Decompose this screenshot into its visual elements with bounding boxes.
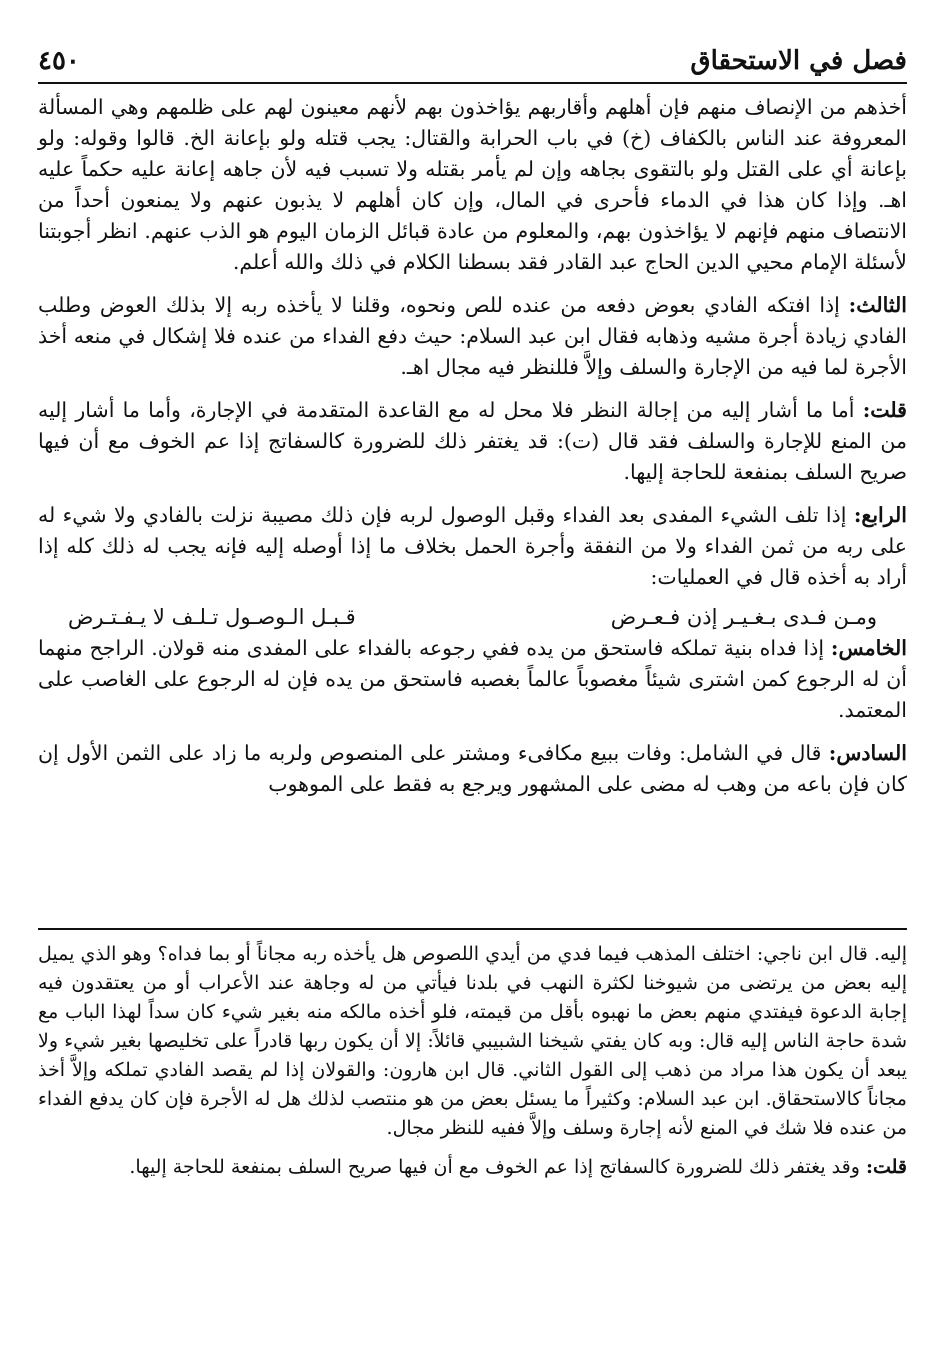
paragraph-fourth-text: إذا تلف الشيء المفدى بعد الفداء وقبل الوصول لربه فإن ذلك مصيبة نزلت بالفادي ولا شيء له على ربه من ثمن الفداء ولا من النفقة وأجرة الحمل بخلاف ما إذا أوصله إليه فإنه يجب له ذلك كله إذا أراد به أخذه قال في العمليات:	[38, 503, 907, 589]
paragraph-sixth-heading: السادس:	[828, 741, 907, 765]
running-title: فصل في الاستحقاق	[690, 46, 907, 76]
paragraph-sixth-text: قال في الشامل: وفات ببيع مكافىء ومشتر على المنصوص ولربه ما زاد على الثمن الأول إن كان فإن باعه من وهب له مضى على المشهور ويرجع به فقط على الموهوب	[38, 741, 907, 796]
footnote-divider	[38, 928, 907, 930]
paragraph-qultu	[38, 395, 907, 488]
paragraph-fourth	[38, 500, 907, 593]
paragraph-qultu-text: أما ما أشار إليه من إجالة النظر فلا محل له مع القاعدة المتقدمة في الإجارة، وأما ما أشار إليه من المنع للإجارة والسلف فقد قال (ت): قد يغتفر ذلك للضرورة كالسفاتج إذا عم الخوف مع أن فيها صريح السلف بمنفعة للحاجة إليها.	[38, 398, 907, 484]
verse-second-hemistich: قـبـل الـوصـول تـلـف لا يـفـتـرض	[68, 605, 356, 629]
footnote-2-text: وقد يغتفر ذلك للضرورة كالسفاتج إذا عم الخوف مع أن فيها صريح السلف بمنفعة للحاجة إليها.	[129, 1156, 860, 1178]
paragraph-fourth-heading: الرابع:	[853, 503, 907, 527]
paragraph-third-text: إذا افتكه الفادي بعوض دفعه من عنده للص ونحوه، وقلنا لا يأخذه ربه إلا بذلك العوض وطلب الفادي زيادة أجرة مشيه وذهابه فقال ابن عبد السلام: حيث دفع الفداء من عنده فلا إشكال في منعه أخذ الأجرة لما فيه من الإجارة والسلف وإلاَّ فللنظر فيه مجال اهـ.	[38, 293, 907, 379]
paragraph-third-heading: الثالث:	[848, 293, 907, 317]
paragraph-qultu-heading: قلت:	[862, 398, 907, 422]
paragraph-fifth	[38, 633, 907, 726]
verse-first-hemistich: ومـن فـدى بـغـيـر إذن فـعـرض	[610, 605, 877, 629]
paragraph-sixth	[38, 738, 907, 800]
poem-verse	[68, 605, 877, 629]
footnotes	[38, 940, 907, 1192]
page-number: ٤٥٠	[38, 46, 80, 76]
paragraph-fifth-text: إذا فداه بنية تملكه فاستحق من يده ففي رجوعه بالفداء على المفدى منه قولان. الراجح منهما أن له الرجوع كمن اشترى شيئاً مغصوباً عالماً بغصبه فاستحق من يده فإن له الرجوع على الغاصب على المعتمد.	[38, 636, 907, 722]
paragraph-1: أخذهم من الإنصاف منهم فإن أهلهم وأقاربهم يؤاخذون بهم لأنهم معينون لهم على ظلمهم وهي المسألة المعروفة عند الناس بالكفاف (خ) في باب الحرابة والقتال: يجب قتله ولو بإعانة الخ. قالوا وقوله: ولو بإعانة أي على القتل ولو بالتقوى بجاهه وإن لم يأمر بقتله ولا تسبب فيه لأن جاهه إعانة عليه حكماً عليه اهـ. وإذا كان هذا في الدماء فأحرى في المال، وإن كان أهلهم لا يذبون عنهم ولا يمنعون أحداً من الانتصاف منهم فإنهم لا يؤاخذون بهم، والمعلوم من عادة قبائل الزمان اليوم هو الذب عنهم. انظر أجوبتنا لأسئلة الإمام محيي الدين الحاج عبد القادر فقد بسطنا الكلام في ذلك والله أعلم.	[38, 95, 907, 274]
footnote-2	[38, 1153, 907, 1182]
footnote-2-heading: قلت:	[865, 1156, 907, 1178]
page-header	[38, 30, 907, 84]
paragraph-third	[38, 290, 907, 383]
footnote-1: إليه. قال ابن ناجي: اختلف المذهب فيما فدي من أيدي اللصوص هل يأخذه ربه مجاناً أو بما فداه؟ وهو الذي يميل إليه بعض من يرتضى من شيوخنا لكثرة النهب في بلدنا فيأتي من له وجاهة عند الأعراب أو من يعتقدون فيه إجابة الدعوة فيفتدي منهم بعض ما نهبوه بأقل من قيمته، فلو أخذه مالكه منه بغير شيء كان سداً لهذا الباب مع شدة حاجة الناس إليه قال: وبه كان يفتي شيخنا الشبيبي قائلاً: إلا أن يكون ربها قادراً على تخليصها بغير شيء ولا يبعد أن يكون هذا مراد من ذهب إلى القول الثاني. قال ابن هارون: والقولان إذا لم يقصد الفادي تملكه وإلاَّ أخذ مجاناً كالاستحقاق. ابن عبد السلام: وكثيراً ما يسئل بعض من هو منتصب لذلك هل له الأجرة فإن كان يدفع الفداء من عنده فلا شك في المنع لأنه إجارة وسلف وإلاَّ ففيه للنظر مجال.	[38, 943, 907, 1139]
paragraph-fifth-heading: الخامس:	[830, 636, 907, 660]
main-text	[38, 92, 907, 812]
